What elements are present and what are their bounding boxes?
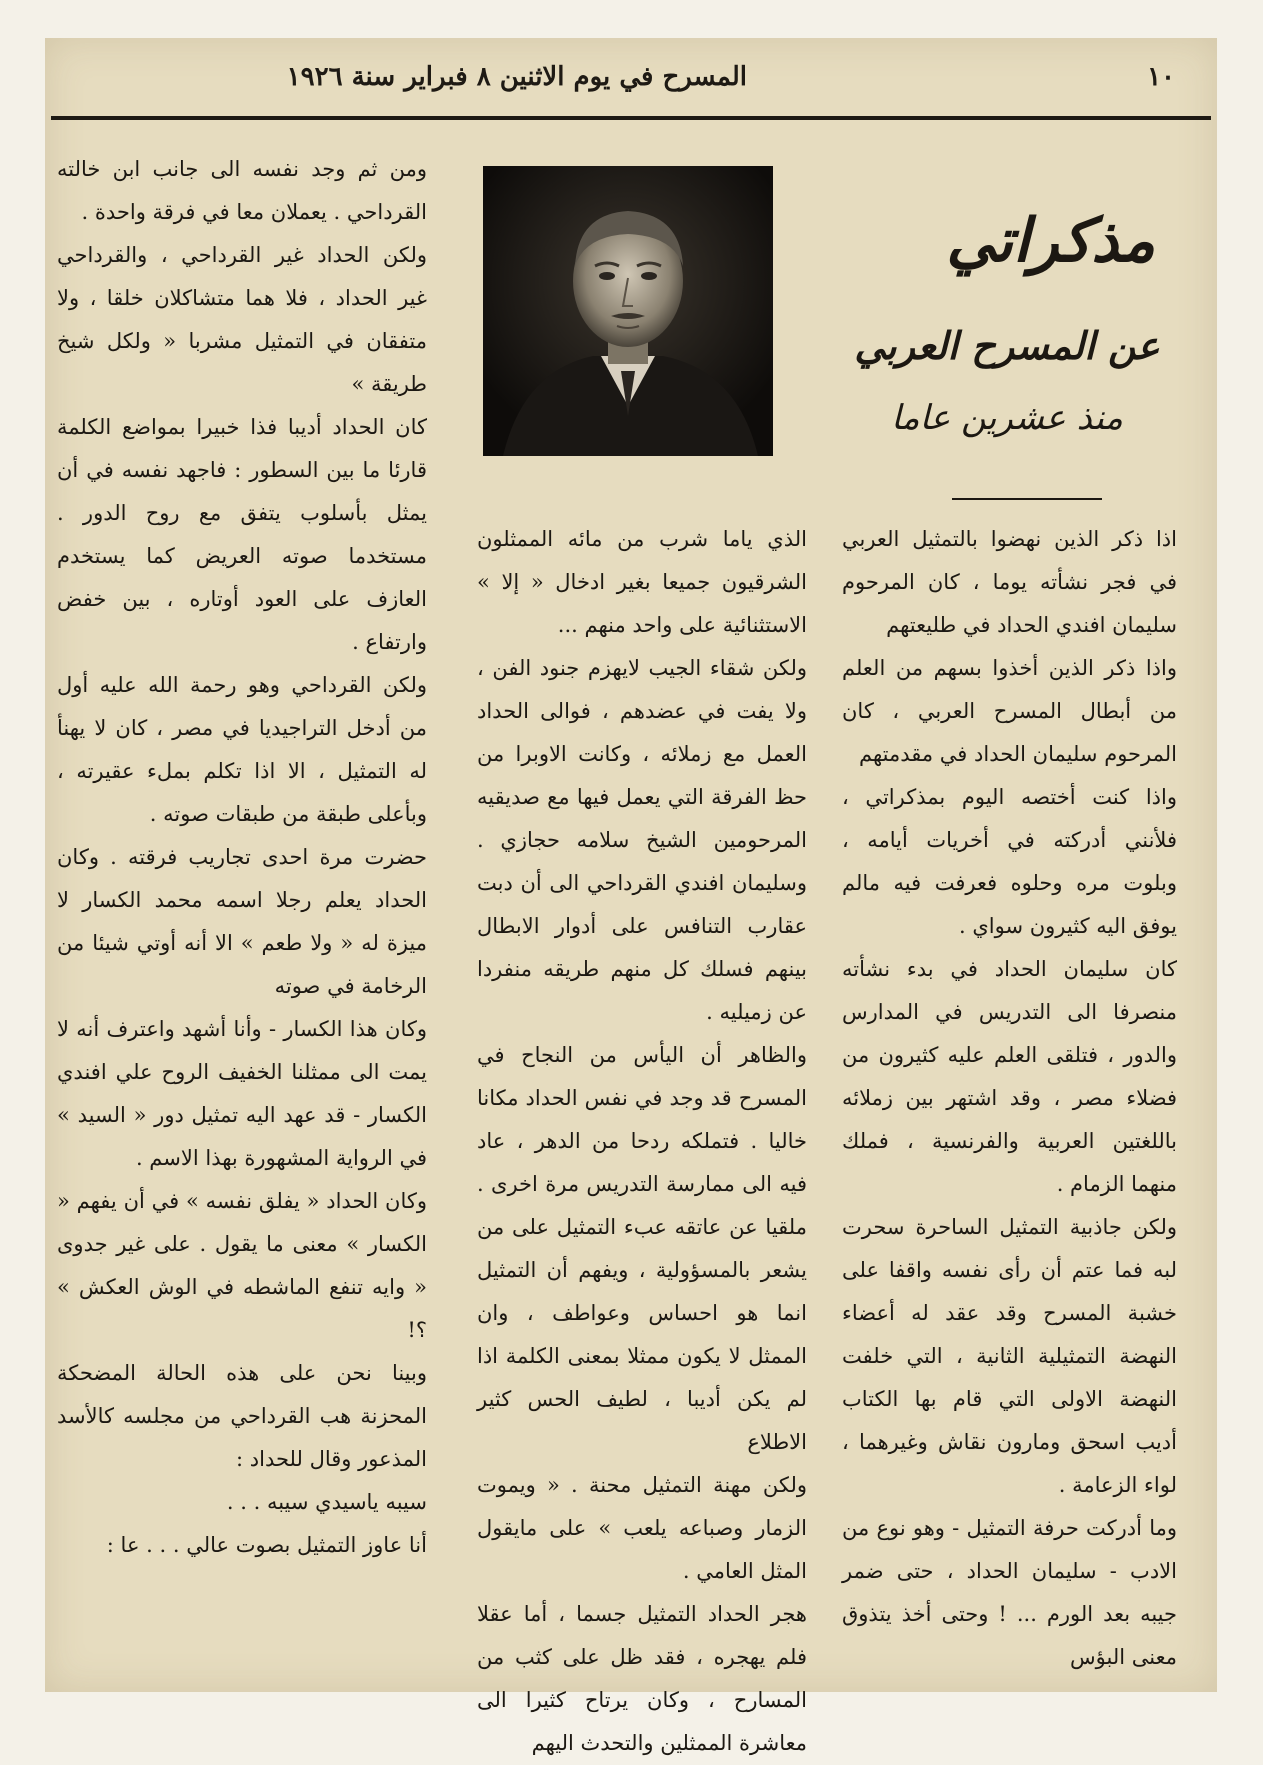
paragraph: ولكن مهنة التمثيل محنة . « ويموت الزمار وصباعه يلعب » على مايقول المثل العامي . — [477, 1473, 807, 1583]
article-column-right — [842, 518, 1177, 1678]
page-number: ١٠ — [1147, 62, 1175, 92]
paragraph: حضرت مرة احدى تجاريب فرقته . وكان الحداد يعلم رجلا اسمه محمد الكسار لا ميزة له « ولا طعم » الا أنه أوتي شيئا من الرخامة في صوته — [57, 845, 427, 998]
paragraph: ولكن جاذبية التمثيل الساحرة سحرت لبه فما عتم أن رأى نفسه واقفا على خشبة المسرح وقد عقد له أعضاء النهضة التمثيلية الثانية ، التي خلفت النهضة الاولى التي قام بها الكتاب أديب اسحق ومارون نقاش وغيرهما ، لواء الزعامة . — [842, 1215, 1177, 1497]
paragraph: الذي ياما شرب من مائه الممثلون الشرقيون جميعا بغير ادخال « إلا » الاستثنائية على واحد منهم ... — [477, 527, 807, 637]
article-title: مذكراتي — [946, 206, 1155, 276]
paragraph: وكان هذا الكسار - وأنا أشهد واعترف أنه لا يمت الى ممثلنا الخفيف الروح علي افندي الكسار - قد عهد اليه تمثيل دور « السيد » في الرواية المشهورة بهذا الاسم . — [57, 1017, 427, 1170]
paragraph: هجر الحداد التمثيل جسما ، أما عقلا فلم يهجره ، فقد ظل على كثب من المسارح ، وكان يرتاح كثيرا الى معاشرة الممثلين والتحدث اليهم — [477, 1602, 807, 1755]
paragraph: وبينا نحن على هذه الحالة المضحكة المحزنة هب القرداحي من مجلسه كالأسد المذعور وقال للحداد : — [57, 1361, 427, 1471]
paragraph: واذا ذكر الذين أخذوا بسهم من العلم من أبطال المسرح العربي ، كان المرحوم سليمان الحداد في مقدمتهم — [842, 656, 1177, 766]
article-subtitle-2: منذ عشرين عاما — [891, 398, 1123, 438]
page-header — [45, 58, 1217, 108]
portrait-illustration — [483, 166, 773, 456]
paragraph: سيبه ياسيدي سيبه . . . — [226, 1490, 427, 1514]
paragraph: وما أدركت حرفة التمثيل - وهو نوع من الادب - سليمان الحداد ، حتى ضمر جيبه بعد الورم ... ! وحتى أخذ يتذوق معنى البؤس — [842, 1516, 1177, 1669]
paragraph: ولكن شقاء الجيب لايهزم جنود الفن ، ولا يفت في عضدهم ، فوالى الحداد العمل مع زملائه ، وكانت الاوبرا من حظ الفرقة التي يعمل فيها مع صديقيه المرحومين الشيخ سلامه حجازي . وسليمان افندي القرداحي الى أن دبت عقارب التنافس على أدوار الابطال بينهم فسلك كل منهم طريقه منفردا عن زميليه . — [477, 656, 807, 1024]
paragraph: والظاهر أن اليأس من النجاح في المسرح قد وجد في نفس الحداد مكانا خاليا . فتملكه ردحا من الدهر ، عاد فيه الى ممارسة التدريس مرة اخرى . ملقيا عن عاتقه عبء التمثيل على من يشعر بالمسؤولية ، ويفهم أن التمثيل انما هو احساس وعواطف ، وان الممثل لا يكون ممثلا بمعنى الكلمة اذا لم يكن أديبا ، لطيف الحس كثير الاطلاع — [477, 1043, 807, 1454]
paragraph: أنا عاوز التمثيل بصوت عالي . . . عا : — [106, 1533, 427, 1557]
portrait-photo — [483, 166, 773, 456]
paragraph: ولكن القرداحي وهو رحمة الله عليه أول من أدخل التراجيديا في مصر ، كان لا يهنأ له التمثيل ، الا اذا تكلم بملء عقيرته ، وبأعلى طبقة من طبقات صوته . — [57, 673, 427, 826]
article-column-left — [57, 148, 427, 1678]
header-rule — [51, 116, 1211, 120]
title-rule — [952, 498, 1102, 500]
paragraph: وكان الحداد « يفلق نفسه » في أن يفهم « الكسار » معنى ما يقول . على غير جدوى « وايه تنفع الماشطه في الوش العكش » ؟! — [57, 1189, 427, 1342]
paragraph: ولكن الحداد غير القرداحي ، والقرداحي غير الحداد ، فلا هما متشاكلان خلقا ، ولا متفقان في التمثيل مشربا « ولكل شيخ طريقة » — [57, 243, 427, 396]
paragraph: كان سليمان الحداد في بدء نشأته منصرفا الى التدريس في المدارس والدور ، فتلقى العلم عليه كثيرون من فضلاء مصر ، وقد اشتهر بين زملائه باللغتين العربية والفرنسية ، فملك منهما الزمام . — [842, 957, 1177, 1196]
publication-date: المسرح في يوم الاثنين ٨ فبراير سنة ١٩٢٦ — [286, 62, 747, 92]
article-title-block — [837, 188, 1177, 508]
paragraph: ومن ثم وجد نفسه الى جانب ابن خالته القرداحي . يعملان معا في فرقة واحدة . — [57, 157, 427, 224]
paragraph: واذا كنت أختصه اليوم بمذكراتي ، فلأنني أدركته في أخريات أيامه ، وبلوت مره وحلوه فعرفت فيه مالم يوفق اليه كثيرون سواي . — [842, 785, 1177, 938]
newspaper-page — [45, 38, 1217, 1755]
paragraph: كان الحداد أديبا فذا خبيرا بمواضع الكلمة قارئا ما بين السطور : فاجهد نفسه في أن يمثل بأسلوب يتفق مع روح الدور . مستخدما صوته العريض كما يستخدم العازف على العود أوتاره ، بين خفض وارتفاع . — [57, 415, 427, 654]
article-column-middle — [477, 518, 807, 1755]
article-subtitle: عن المسرح العربي — [854, 323, 1160, 368]
paragraph: اذا ذكر الذين نهضوا بالتمثيل العربي في فجر نشأته يوما ، كان المرحوم سليمان افندي الحداد في طليعتهم — [842, 527, 1177, 637]
